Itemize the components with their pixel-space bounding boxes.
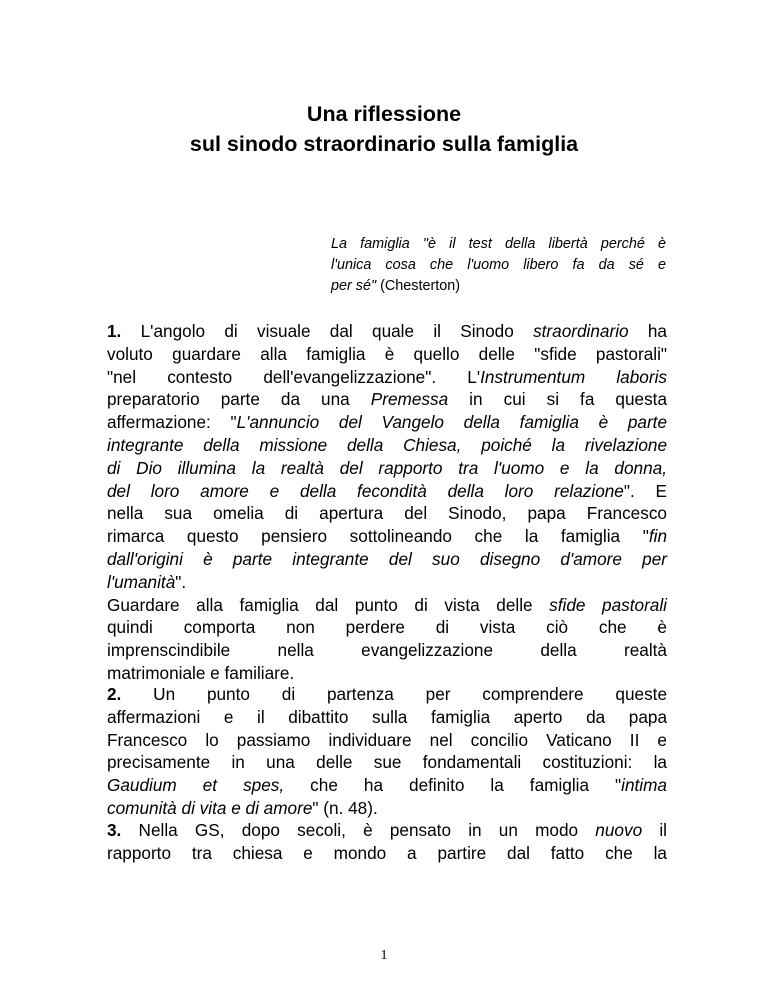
paragraph-number: 3.: [107, 820, 122, 840]
text-run: Guardare alla famiglia dal punto di vista delle: [107, 594, 550, 615]
text-line: [107, 434, 667, 457]
text-line: [107, 411, 667, 434]
epigraph-line: [331, 276, 666, 297]
epigraph-quote: [331, 234, 666, 297]
text-line: matrimoniale e familiare.: [107, 662, 295, 683]
text-line: [107, 480, 667, 503]
epigraph-text: per sé": [331, 278, 377, 294]
text-line: [107, 774, 667, 797]
text-run: preparatorio parte da una: [107, 389, 371, 410]
epigraph-line: [331, 255, 666, 276]
italic-run: Premessa: [370, 389, 449, 410]
paragraph-2: [107, 683, 667, 820]
italic-run: sfide pastorali: [549, 594, 667, 615]
text-line: [107, 571, 667, 594]
text-run: affermazione: ": [107, 412, 237, 433]
text-line: rapporto tra chiesa e mondo a partire dal fatto che la: [107, 842, 667, 863]
text-run: ". E: [623, 480, 667, 501]
italic-run: Gaudium et spes,: [107, 775, 285, 796]
italic-run: fin: [648, 526, 667, 547]
text-line: voluto guardare alla famiglia è quello delle "sfide pastorali": [107, 343, 667, 364]
italic-run: del loro amore e della fecondità della loro relazione: [107, 480, 624, 501]
italic-run: integrante della missione della Chiesa, poiché la rivelazione: [107, 434, 667, 455]
text-line: [107, 320, 667, 343]
text-line: [107, 366, 667, 389]
text-run: che ha definito la famiglia ": [284, 775, 622, 796]
paragraph-number: 2.: [107, 684, 122, 704]
text-line: [107, 457, 667, 480]
text-run: ha: [628, 321, 667, 341]
text-run: L'angolo di visuale dal quale il Sinodo: [121, 321, 534, 341]
text-line: imprenscindibile nella evangelizzazione della realtà: [107, 640, 667, 661]
text-line: [107, 594, 667, 617]
text-line: [107, 548, 667, 571]
text-line: [107, 819, 667, 842]
text-line: [107, 683, 667, 706]
document-title: [0, 99, 768, 159]
italic-run: Instrumentum laboris: [480, 366, 667, 387]
text-line: precisamente in una delle sue fondamentali costituzioni: la: [107, 752, 667, 773]
italic-run: l'umanità: [107, 571, 176, 592]
paragraph-3: [107, 819, 667, 865]
text-line: [107, 797, 667, 820]
text-run: il: [642, 820, 667, 840]
text-line: [107, 525, 667, 548]
text-run: in cui si fa questa: [448, 389, 668, 410]
paragraph-1: [107, 320, 667, 685]
text-run: ".: [175, 571, 187, 592]
epigraph-text: l'unica cosa che l'uomo libero fa da sé e: [331, 257, 666, 273]
text-line: Francesco lo passiamo individuare nel concilio Vaticano II e: [107, 729, 667, 750]
paragraph-number: 1.: [107, 321, 122, 341]
title-line-1: Una riflessione: [306, 102, 462, 126]
title-line-2: sul sinodo straordinario sulla famiglia: [189, 132, 579, 156]
text-run: " (n. 48).: [312, 797, 378, 818]
text-run: "nel contesto dell'evangelizzazione". L': [107, 366, 481, 387]
epigraph-attribution: (Chesterton): [376, 278, 461, 294]
italic-run: nuovo: [595, 820, 643, 840]
text-line: [107, 388, 667, 411]
italic-run: L'annuncio del Vangelo della famiglia è parte: [236, 412, 668, 433]
text-run: rimarca questo pensiero sottolineando che la famiglia ": [107, 526, 649, 547]
text-line: affermazioni e il dibattito sulla famiglia aperto da papa: [107, 706, 667, 727]
italic-run: intima: [621, 775, 667, 796]
text-run: Nella GS, dopo secoli, è pensato in un modo: [121, 820, 596, 840]
epigraph-line: [331, 234, 666, 255]
italic-run: straordinario: [533, 321, 629, 341]
epigraph-text: La famiglia "è il test della libertà perché è: [331, 236, 666, 252]
italic-run: dall'origini è parte integrante del suo disegno d'amore per: [107, 548, 667, 569]
italic-run: comunità di vita e di amore: [107, 797, 313, 818]
italic-run: di Dio illumina la realtà del rapporto tra l'uomo e la donna,: [107, 457, 667, 478]
text-line: quindi comporta non perdere di vista ciò che è: [107, 617, 667, 638]
page-number: 1: [380, 948, 388, 963]
text-run: Un punto di partenza per comprendere queste: [121, 684, 667, 704]
text-line: nella sua omelia di apertura del Sinodo, papa Francesco: [107, 503, 667, 524]
